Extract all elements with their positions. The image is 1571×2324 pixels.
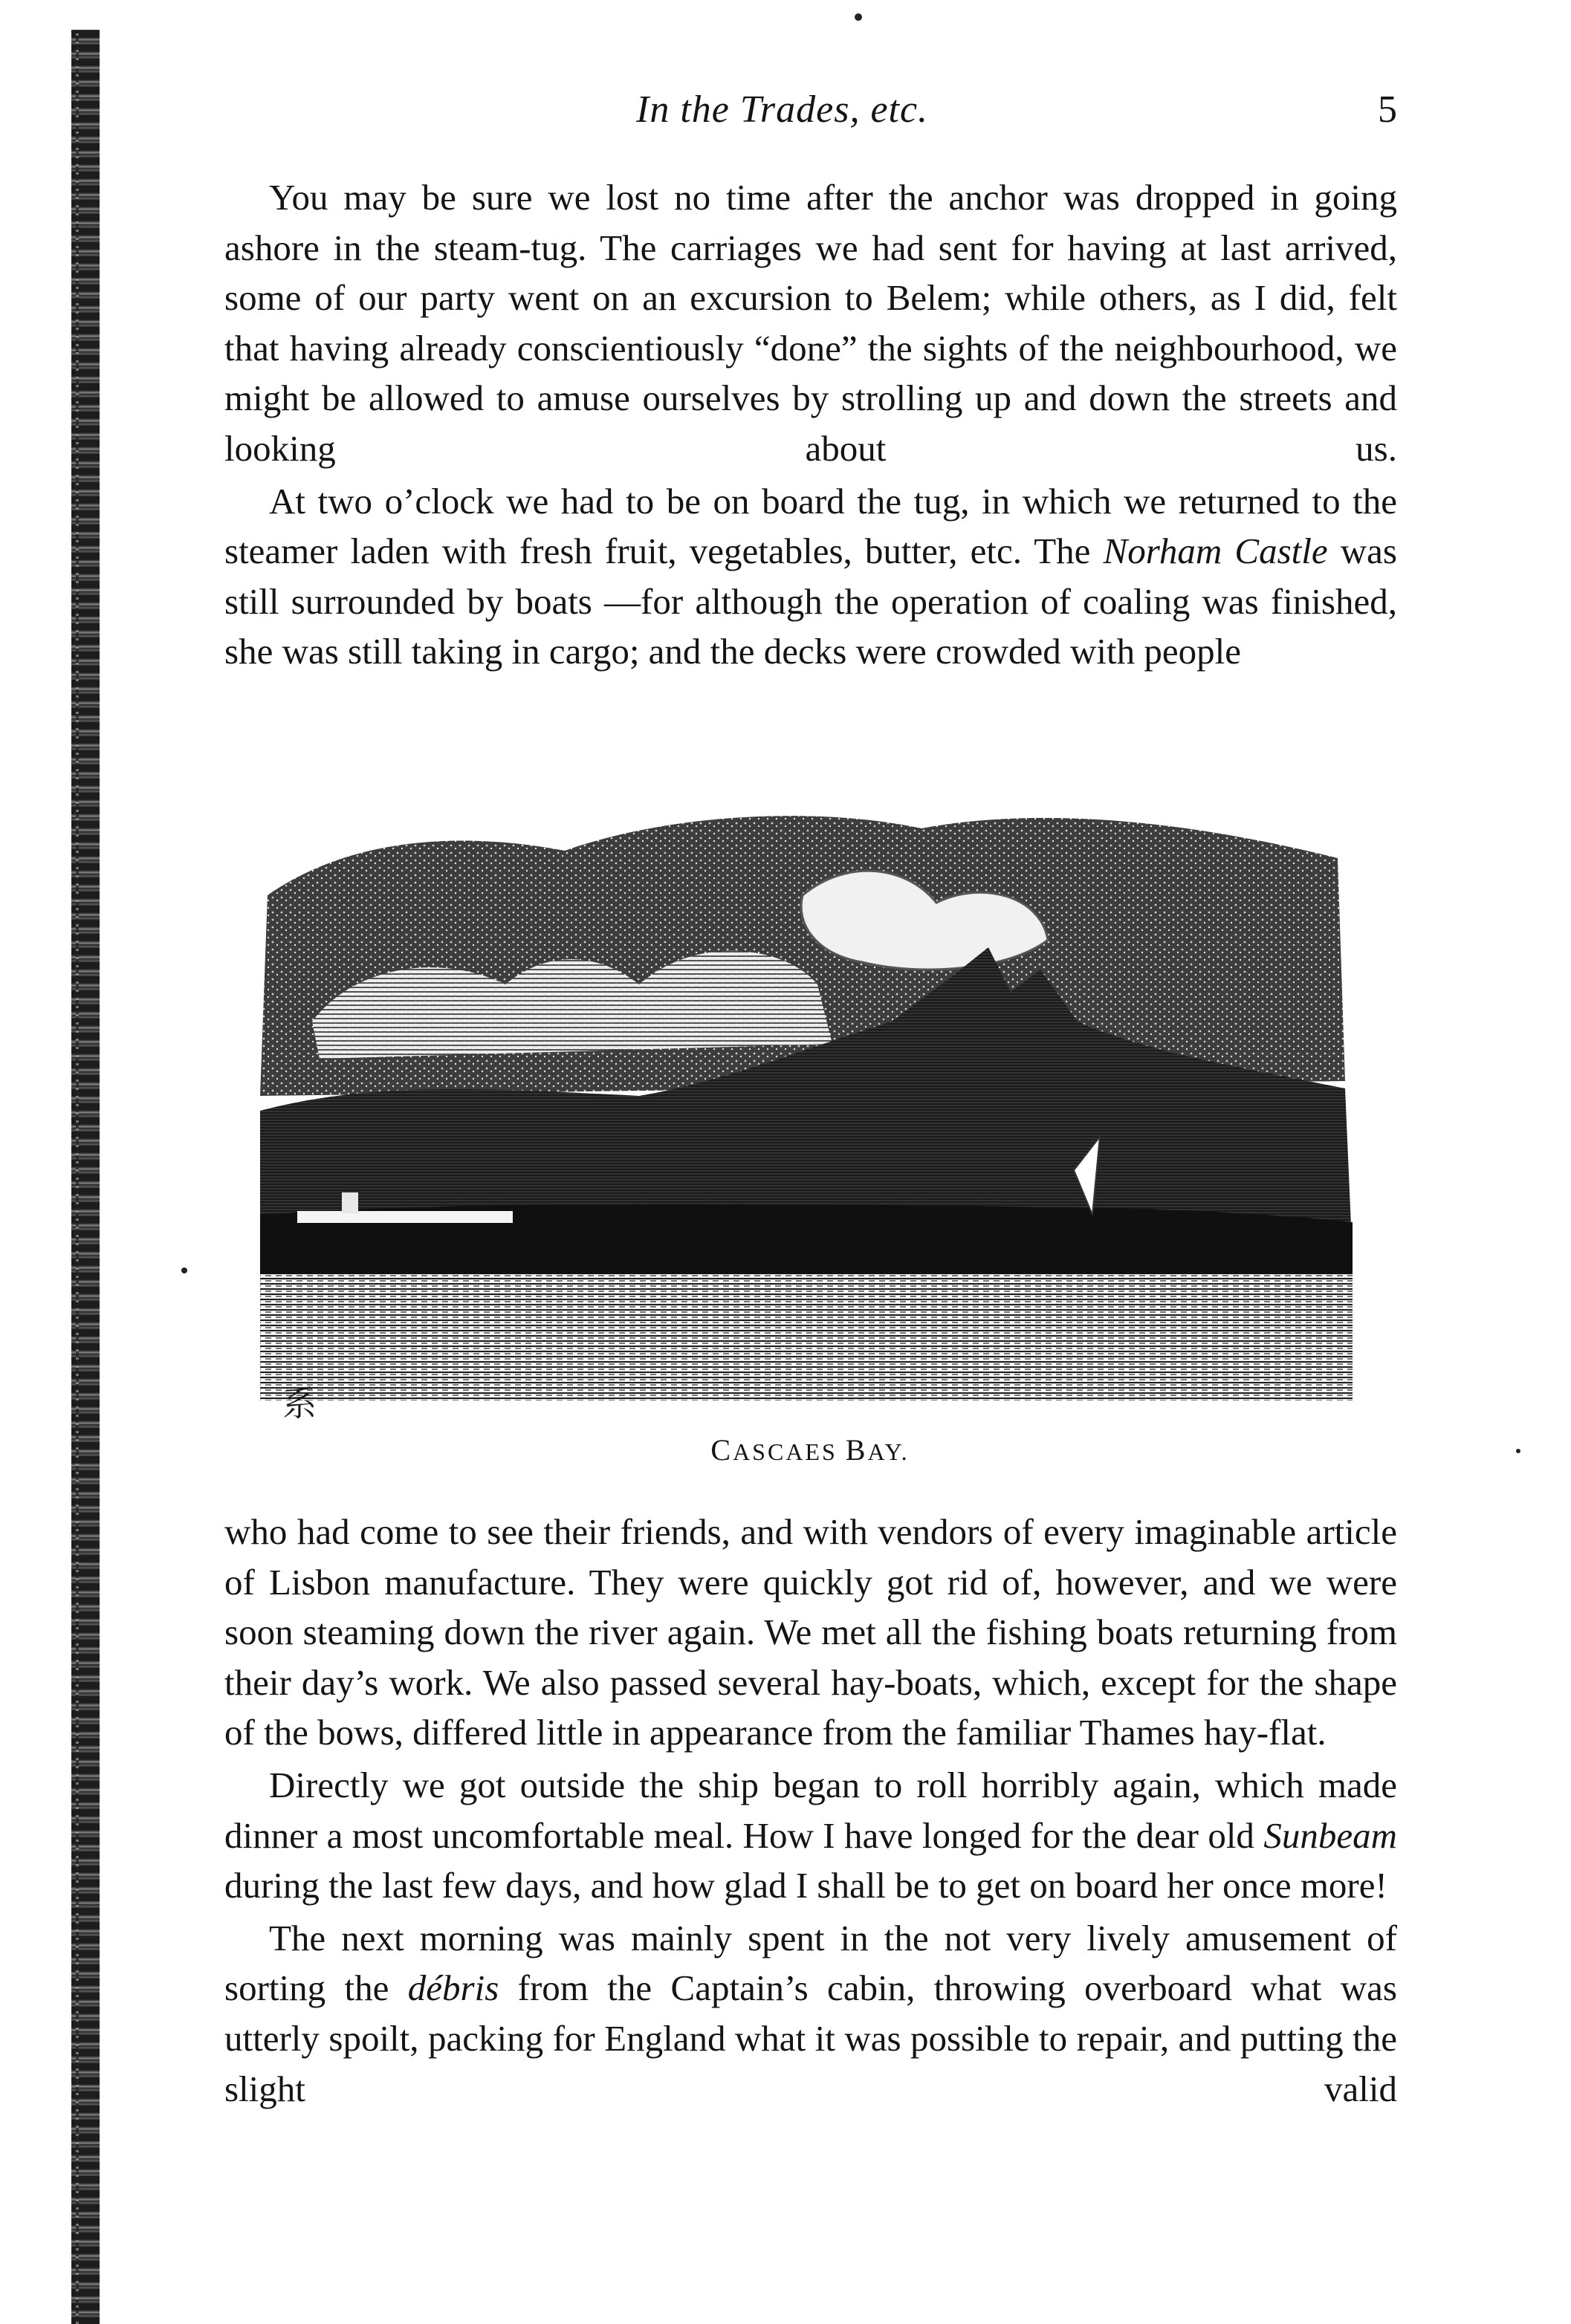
distant-steamer xyxy=(297,1211,513,1223)
cascaes-bay-engraving xyxy=(253,799,1375,1430)
ship-name: Norham Castle xyxy=(1103,530,1328,572)
paragraph: The next morning was mainly spent in the not very lively amusement of sorting the débris from the Captain’s cabin, throwing overboard what was utterly spoilt, packing for England what it was possible to repair, and putting the slight valid xyxy=(224,1917,1397,2109)
illustration-caption: CASCAES BAY. xyxy=(710,1433,910,1467)
page-number: 5 xyxy=(1378,88,1397,131)
print-speck xyxy=(181,1268,187,1273)
water xyxy=(260,1274,1353,1400)
engraver-monogram: 系 xyxy=(282,1383,317,1424)
yacht-name: Sunbeam xyxy=(1263,1814,1397,1856)
binding-edge xyxy=(71,30,100,2324)
paragraph: You may be sure we lost no time after the anchor was dropped in going ashore in the steam-tug. The carriages we had sent for having at last arrived, some of our party went on an excursion to Belem; while others, as I did, felt that having already conscientiously “done” the sights of the neighbourhood, we might be allowed to amuse ourselves by strolling up and down the streets and looking about us. xyxy=(224,177,1397,469)
paragraph: At two o’clock we had to be on board the tug, in which we returned to the steamer laden with fresh fruit, vegetables, butter, etc. The Norham Castle was still surrounded by boats —for although the operation of coaling was finished, she was still taking in cargo; and the decks were crowded with people xyxy=(224,480,1397,672)
body-text-top xyxy=(224,172,1397,677)
running-head xyxy=(223,88,1397,140)
paragraph: Directly we got outside the ship began to roll horribly again, which made dinner a most uncomfortable meal. How I have longed for the dear old Sunbeam during the last few days, and how glad I shall be to get on board her once more! xyxy=(224,1764,1397,1906)
body-text-bottom xyxy=(224,1507,1397,2114)
print-speck xyxy=(1516,1449,1520,1453)
foreign-word: débris xyxy=(407,1967,499,2009)
running-title: In the Trades, etc. xyxy=(636,88,929,131)
steamer-funnel xyxy=(342,1192,358,1213)
paragraph: who had come to see their friends, and with vendors of every imaginable article of Lisbon manufacture. They were quickly got rid of, however, and we were soon steaming down the river again. We met all the fishing boats returning from their day’s work. We also passed several hay-boats, which, except for the shape of the bows, differed little in appearance from the familiar Thames hay-flat. xyxy=(224,1511,1397,1753)
print-speck xyxy=(855,13,862,21)
